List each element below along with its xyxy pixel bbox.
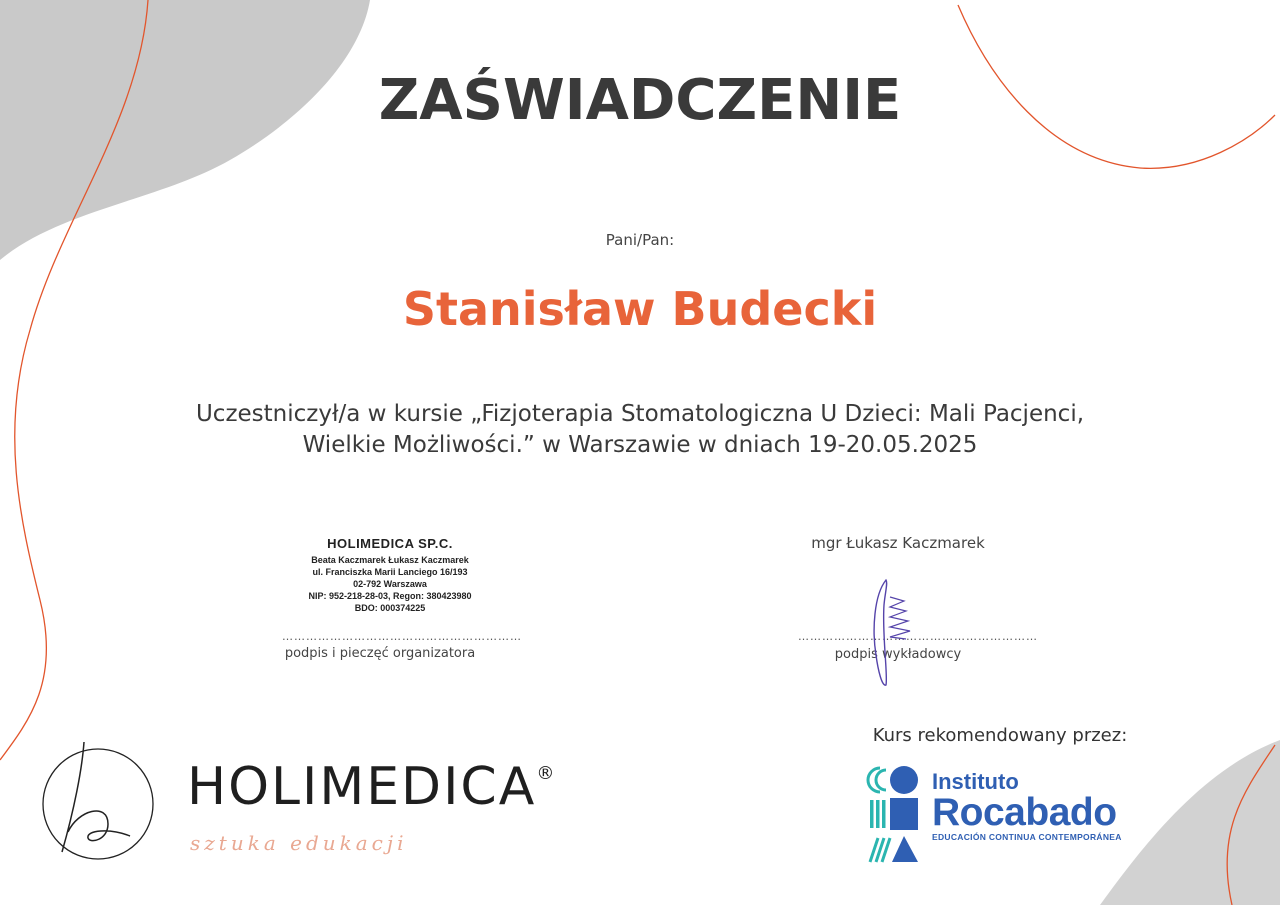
- stamp-street: ul. Franciszka Marii Lanciego 16/193: [312, 567, 468, 577]
- course-description: [100, 399, 1180, 461]
- rocabado-line-2: Rocabado: [932, 791, 1117, 834]
- lecturer-signature-line: ……………………………………………………: [798, 630, 1038, 643]
- stamp-company: HOLIMEDICA SP.C.: [327, 536, 453, 551]
- course-line-1: Uczestniczył/a w kursie „Fizjoterapia Stomatologiczna U Dzieci: Mali Pacjenci,: [195, 401, 1085, 427]
- holimedica-tagline-text: sztuka edukacji: [190, 831, 408, 855]
- holimedica-wordmark-text: HOLIMEDICA: [187, 757, 537, 817]
- holimedica-wordmark: [187, 757, 556, 817]
- registered-mark: ®: [536, 763, 557, 784]
- stamp-city: 02-792 Warszawa: [353, 579, 427, 589]
- course-line-2: Wielkie Możliwości.” w Warszawie w dniach 19-20.05.2025: [302, 432, 978, 458]
- stamp-bdo: BDO: 000374225: [354, 603, 426, 613]
- lecturer-signature-caption: podpis wykładowcy: [834, 647, 962, 662]
- lecturer-name: mgr Łukasz Kaczmarek: [811, 534, 985, 552]
- rocabado-wordmark: [932, 770, 1122, 842]
- organizer-signature-line: ……………………………………………………: [282, 630, 522, 643]
- rocabado-line-1: Instituto: [932, 769, 1019, 794]
- stamp-owners: Beata Kaczmarek Łukasz Kaczmarek: [311, 555, 469, 565]
- honorific-label: Pani/Pan:: [605, 231, 675, 249]
- holimedica-tagline: [188, 824, 488, 864]
- gray-blob-bottom-right: [1100, 740, 1280, 905]
- certificate-title: ZAŚWIADCZENIE: [378, 68, 902, 133]
- rocabado-line-3: EDUCACIÓN CONTINUA CONTEMPORÁNEA: [932, 832, 1122, 842]
- organizer-signature-caption: podpis i pieczęć organizatora: [284, 646, 476, 661]
- rocabado-logo-mark: [866, 762, 928, 864]
- stamp-ids: NIP: 952-218-28-03, Regon: 380423980: [308, 591, 472, 601]
- holimedica-logo-mark: [38, 740, 158, 860]
- organizer-stamp: [272, 536, 508, 614]
- recipient-name: Stanisław Budecki: [402, 282, 878, 336]
- recommended-by-label: Kurs rekomendowany przez:: [872, 725, 1128, 746]
- lecturer-handwritten-signature: [860, 575, 930, 695]
